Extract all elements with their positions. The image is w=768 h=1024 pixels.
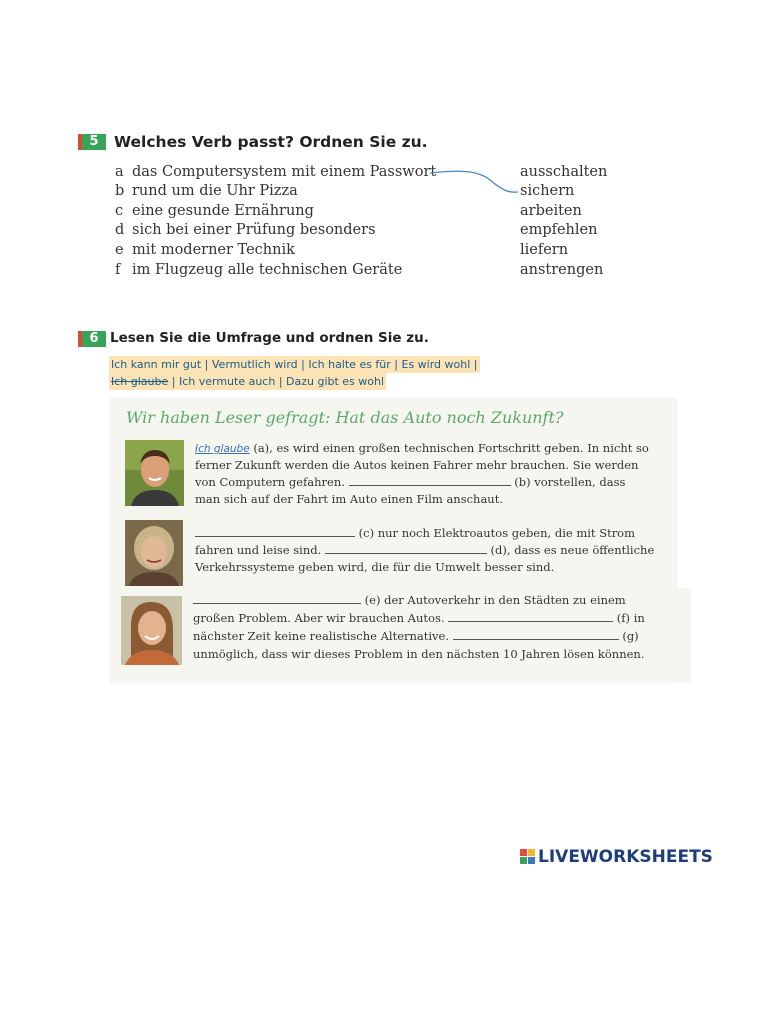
list-item [115, 240, 615, 260]
item-letter: e [115, 242, 124, 258]
item-verb: arbeiten [520, 203, 582, 219]
paragraph-2-line-2: fahren und leise sind. (d), dass es neue öffentliche [195, 543, 655, 557]
exercise-6-number: 6 [78, 331, 106, 347]
photo-older-woman [125, 520, 183, 586]
paragraph-3-line-2: großen Problem. Aber wir brauchen Autos. (f) in [193, 611, 645, 625]
word-bank-line-1: Ich kann mir gut | Vermutlich wird | Ich halte es für | Es wird wohl | [111, 358, 478, 371]
item-phrase: im Flugzeug alle technischen Geräte [132, 262, 403, 278]
used-phrase: Ich glaube [111, 375, 169, 388]
exercise-5-number: 5 [78, 134, 106, 150]
word-bank [109, 356, 497, 390]
item-phrase: mit moderner Technik [132, 242, 295, 258]
survey-title: Wir haben Leser gefragt: Hat das Auto noch Zukunft? [126, 408, 564, 427]
logo-text: LIVEWORKSHEETS [538, 847, 713, 867]
photo-smiling-woman [121, 596, 182, 665]
item-phrase: eine gesunde Ernährung [132, 203, 314, 219]
blank-g[interactable] [453, 628, 619, 640]
item-phrase: das Computersystem mit einem Passwort [132, 164, 437, 180]
exercise-5-title: Welches Verb passt? Ordnen Sie zu. [114, 133, 428, 151]
list-item [115, 201, 615, 221]
list-item [115, 260, 615, 280]
exercise-6-title: Lesen Sie die Umfrage und ordnen Sie zu. [110, 330, 429, 346]
blank-b[interactable] [349, 474, 511, 486]
photo-young-man [125, 440, 184, 506]
paragraph-3-line-3: nächster Zeit keine realistische Alternative. (g) [193, 629, 639, 643]
answer-a-handwritten[interactable]: Ich glaube [195, 443, 250, 455]
matching-connector-line[interactable] [428, 168, 520, 198]
item-letter: f [115, 262, 121, 278]
list-item [115, 220, 615, 240]
blank-d[interactable] [325, 542, 487, 554]
paragraph-3-line-1: (e) der Autoverkehr in den Städten zu einem [193, 592, 626, 609]
liveworksheets-logo [520, 847, 713, 867]
remaining-phrases: | Ich vermute auch | Dazu gibt es wohl [168, 375, 385, 388]
list-item [115, 181, 615, 201]
paragraph-2-line-1: (c) nur noch Elektroautos geben, die mit Strom [195, 525, 635, 542]
item-verb: sichern [520, 183, 575, 199]
item-verb: empfehlen [520, 222, 598, 238]
blank-e[interactable] [193, 592, 361, 604]
item-letter: b [115, 183, 125, 199]
paragraph-3-line-4: unmöglich, dass wir dieses Problem in den nächsten 10 Jahren lösen können. [193, 647, 645, 661]
blank-c[interactable] [195, 525, 355, 537]
item-phrase: rund um die Uhr Pizza [132, 183, 298, 199]
paragraph-1-line-4: man sich auf der Fahrt im Auto einen Film anschaut. [195, 492, 503, 506]
paragraph-1-line-2: ferner Zukunft werden die Autos keinen Fahrer mehr brauchen. Sie werden [195, 458, 639, 472]
item-letter: c [115, 203, 124, 219]
paragraph-1-line-1: Ich glaube (a), es wird einen großen technischen Fortschritt geben. In nicht so [195, 441, 649, 455]
item-letter: d [115, 222, 125, 238]
logo-icon [520, 849, 536, 865]
item-phrase: sich bei einer Prüfung besonders [132, 222, 376, 238]
item-verb: ausschalten [520, 164, 608, 180]
item-verb: anstrengen [520, 262, 604, 278]
item-verb: liefern [520, 242, 569, 258]
paragraph-2-line-3: Verkehrssysteme geben wird, die für die Umwelt besser sind. [195, 560, 555, 574]
word-bank-line-2 [109, 373, 386, 390]
paragraph-1-line-3: von Computern gefahren. (b) vorstellen, dass [195, 475, 626, 489]
list-item [115, 162, 615, 182]
blank-f[interactable] [448, 610, 613, 622]
item-letter: a [115, 164, 124, 180]
